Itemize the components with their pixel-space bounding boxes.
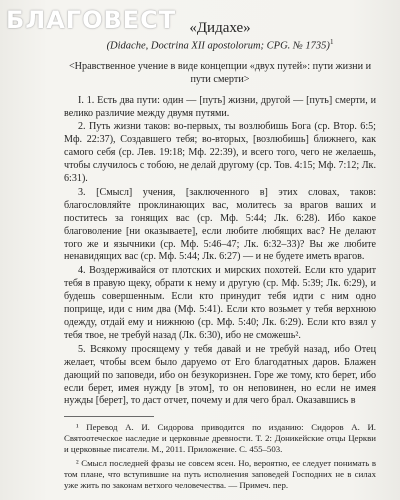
footnote: ¹ Перевод А. И. Сидорова приводится по изданию: Сидоров А. И. Святоотеческое наследие и церковные древности. Т. 2: Доникейские отцы Церкви и церковные писатели. М., 2011. Приложение. С. 455–503. (64, 422, 376, 455)
paragraph: I. 1. Есть два пути: один — [путь] жизни, другой — [путь] смерти, и велико различие между двумя путями. (64, 94, 376, 119)
page-content (64, 20, 376, 494)
paragraph: 5. Всякому просящему у тебя давай и не требуй назад, ибо Отец желает, чтобы всем было даруемо от Его благодатных даров. Блажен дающий по заповеди, ибо он безукоризнен. Горе же тому, кто берет, ибо если берет, имея нужду [в этом], то он неповинен, но если не имея нужды [берет], то даст отчет, почему и для чего брал. Оказавшись в (64, 343, 376, 407)
subtitle-text: (Didache, Doctrina XII apostolorum; CPG. № 1735) (106, 40, 330, 52)
footnote-marker: 1 (329, 38, 334, 46)
paragraph: 4. Воздерживайся от плотских и мирских похотей. Если кто ударит тебя в правую щеку, обрати к нему и другую (ср. Мф. 5:39; Лк. 6:29), и будешь совершенным. Если кто принудит тебя идти с ним одно поприще, иди с ним два (Мф. 5:41). Если кто возьмет у тебя верхнюю одежду, отдай ему и нижнюю (ср. Мф. 5:40; Лк. 6:29). Если кто взял у тебя твое, не требуй назад (Лк. 6:30), ибо не сможешь². (64, 265, 376, 341)
watermark-logo: БЛАГОВЕСТ (6, 6, 177, 34)
paragraph: 2. Путь жизни таков: во-первых, ты возлюбишь Бога (ср. Втор. 6:5; Мф. 22:37), Создавшего тебя; во-вторых, [возлюбишь] ближнего, как самого себя (ср. Лев. 19:18; Мф. 22:39), и всего того, чего не желаешь, чтобы случилось с тобою, не делай другому (ср. Тов. 4:15; Мф. 7:12; Лк. 6:31). (64, 121, 376, 185)
page-title: «Дидахе» (189, 20, 251, 36)
footnote: ² Смысл последней фразы не совсем ясен. Но, вероятно, ее следует понимать в том плане, что вступившие на путь исполнения заповедей Господних не в силах уже жить по законам ветхого человечества. — Примеч. пер. (64, 458, 376, 491)
section-heading: <Нравственное учение в виде концепции «двух путей»: пути жизни и пути смерти> (68, 60, 372, 85)
footnote-divider (64, 416, 154, 417)
paragraph: 3. [Смысл] учения, [заключенного в] этих словах, таков: благословляйте проклинающих вас, молитесь за врагов ваших и поститесь за гонящих вас (ср. Мф. 5:44; Лк. 6:28). Ибо какое благоволение [ни оказываете], если любите любящих вас? Не делают того же и язычники (ср. Мф. 5:46–47; Лк. 6:32–33)? Вы же любите ненавидящих вас (ср. Мф. 5:44; Лк. 6:27) — и не будете иметь врагов. (64, 186, 376, 263)
page-subtitle (64, 38, 376, 52)
